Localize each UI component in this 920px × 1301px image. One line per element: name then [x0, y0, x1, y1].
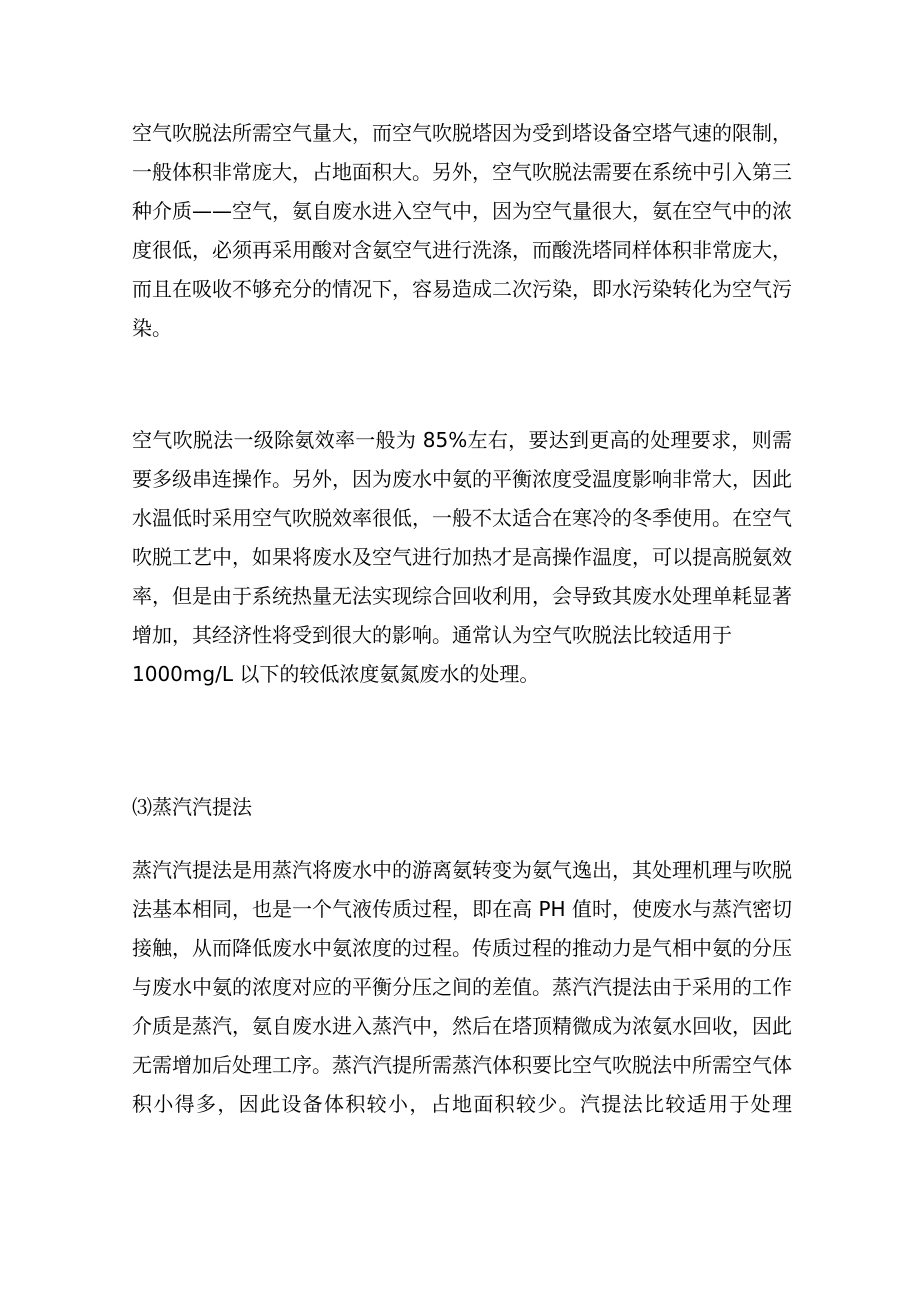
- text-line: 增加，其经济性将受到很大的影响。通常认为空气吹脱法比较适用于: [132, 623, 732, 647]
- text-line: 一般体积非常庞大，占地面积大。另外，空气吹脱法需要在系统中引入第三: [132, 160, 792, 184]
- text-line: 染。: [132, 316, 172, 340]
- text-line: 与废水中氨的浓度对应的平衡分压之间的差值。蒸汽汽提法由于采用的工作: [132, 975, 792, 999]
- paragraph-air-stripping-drawbacks: [132, 114, 792, 348]
- section-heading-steam-stripping: [132, 788, 792, 827]
- text-line: 介质是蒸汽，氨自废水进入蒸汽中，然后在塔顶精微成为浓氨水回收，因此: [132, 1014, 792, 1038]
- text-line: 空气吹脱法所需空气量大，而空气吹脱塔因为受到塔设备空塔气速的限制，: [132, 121, 792, 145]
- text-line: 空气吹脱法一级除氨效率一般为 85%左右，要达到更高的处理要求，则需: [132, 428, 792, 452]
- text-line: 蒸汽汽提法是用蒸汽将废水中的游离氨转变为氨气逸出，其处理机理与吹脱: [132, 858, 792, 882]
- text-line: 率，但是由于系统热量无法实现综合回收利用，会导致其废水处理单耗显著: [132, 584, 792, 608]
- text-line: 水温低时采用空气吹脱效率很低，一般不太适合在寒冷的冬季使用。在空气: [132, 506, 792, 530]
- text-line: 法基本相同，也是一个气液传质过程，即在高 PH 值时，使废水与蒸汽密切: [132, 897, 792, 921]
- paragraph-steam-stripping: [132, 851, 792, 1124]
- text-line: 要多级串连操作。另外，因为废水中氨的平衡浓度受温度影响非常大，因此: [132, 467, 792, 491]
- section-heading: ⑶蒸汽汽提法: [132, 795, 252, 819]
- text-line: 积小得多，因此设备体积较小，占地面积较少。汽提法比较适用于处理: [132, 1092, 792, 1116]
- text-line: 而且在吸收不够充分的情况下，容易造成二次污染，即水污染转化为空气污: [132, 277, 792, 301]
- text-line: 无需增加后处理工序。蒸汽汽提所需蒸汽体积要比空气吹脱法中所需空气体: [132, 1053, 792, 1077]
- text-line: 吹脱工艺中，如果将废水及空气进行加热才是高操作温度，可以提高脱氨效: [132, 545, 792, 569]
- paragraph-air-stripping-efficiency: [132, 421, 792, 694]
- text-line: 种介质——空气，氨自废水进入空气中，因为空气量很大，氨在空气中的浓: [132, 199, 792, 223]
- text-line: 1000mg/L 以下的较低浓度氨氮废水的处理。: [132, 662, 540, 686]
- text-line: 接触，从而降低废水中氨浓度的过程。传质过程的推动力是气相中氨的分压: [132, 936, 792, 960]
- text-line: 度很低，必须再采用酸对含氨空气进行洗涤，而酸洗塔同样体积非常庞大，: [132, 238, 792, 262]
